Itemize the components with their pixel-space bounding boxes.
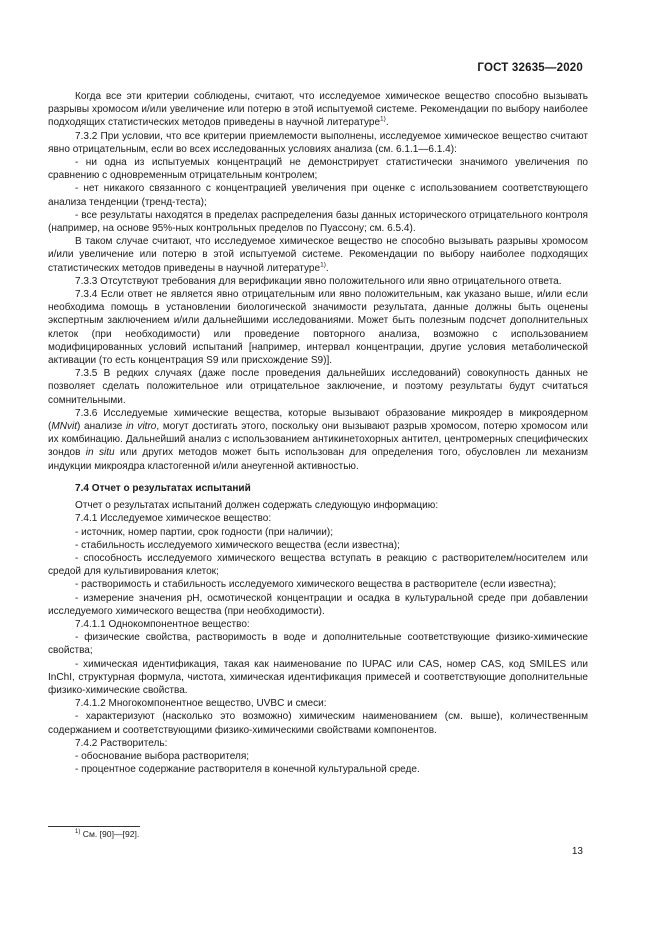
list-item: - нет никакого связанного с концентрацией увеличения при оценке с использованием соответствующего анализа тенденции (тренд-теста); bbox=[48, 183, 588, 208]
paragraph: 7.3.4 Если ответ не является явно отрицательным или явно положительным, как указано выше, и/или если необходима помощь в установлении биологической значимости результата, данные должны быть оценены экспертным заключением и/или дальнейшими исследованиями. Может быть полезным подсчет дополнительных клеток (при необходимости) или проведение повторного анализа, возможно с использованием модифицированных условий испытаний [например, интервал концентрации, другие условия метаболической активации (то есть концентрация S9 или присхождение S9)]. bbox=[48, 289, 588, 367]
paragraph: 7.3.6 Исследуемые химические вещества, которые вызывают образование микроядер в микроядерном (MNvit) анализе in vitro, могут достигать этого, поскольку они вызывают разрыв хромосом, потерю хромосом или их комбинацию. Дальнейший анализ с использованием антикинетохорных антител, центромерных специфических зондов in situ или других методов может быть использован для определения того, обусловлен ли механизм индукции микроядра кластогенной и/или анеугенной активностью. bbox=[48, 407, 588, 472]
paragraph: 7.3.2 При условии, что все критерии приемлемости выполнены, исследуемое химическое вещество считают явно отрицательным, если во всех исследованных условиях анализа (см. 6.1.1—6.1.4): bbox=[48, 130, 588, 155]
list-item: - физические свойства, растворимость в воде и дополнительные соответствующие физико-химические свойства; bbox=[48, 632, 588, 657]
list-item: - все результаты находятся в пределах распределения базы данных исторического отрицательного контроля (например, на основе 95%-ных контрольных пределов по Пуассону; см. 6.5.4). bbox=[48, 209, 588, 235]
list-item: - стабильность исследуемого химического вещества (если известна); bbox=[75, 539, 400, 551]
paragraph: 7.3.3 Отсутствуют требования для верификации явно положительного или явно отрицательного ответа. bbox=[75, 275, 562, 287]
list-item: - ни одна из испытуемых концентраций не демонстрирует статистически значимого увеличения по сравнению с одновременным отрицательным контролем; bbox=[48, 157, 588, 182]
paragraph: 7.4.2 Растворитель: bbox=[75, 737, 168, 749]
document-body bbox=[48, 90, 588, 776]
paragraph: В таком случае считают, что исследуемое химическое вещество не способно вызывать разрывы хромосом и/или увеличение или потерю в этой испытуемой системе. Рекомендации по выбору наиболее подходящих статистических методов приведены в научной литературе$^{1)}$. bbox=[48, 236, 588, 274]
list-item: - источник, номер партии, срок годности (при наличии); bbox=[75, 526, 334, 538]
section-title: 7.4 Отчет о результатах испытаний bbox=[75, 482, 251, 494]
paragraph: 7.4.1 Исследуемое химическое вещество: bbox=[75, 513, 272, 525]
document-header: ГОСТ 32635—2020 bbox=[477, 62, 583, 74]
paragraph: Когда все эти критерии соблюдены, считают, что исследуемое химическое вещество способно вызывать разрывы хромосом и/или увеличение или потерю в этой испытуемой системе. Рекомендации по выбору наиболее подходящих статистических методов приведены в научной литературе$^{1)}$. bbox=[48, 91, 588, 129]
list-item: - характеризуют (насколько это возможно) химическим наименованием (см. выше), количественным содержанием и соответствующими физико-химическими свойствами компонентов. bbox=[48, 711, 588, 736]
list-item: - химическая идентификация, такая как наименование по IUPAC или CAS, номер CAS, код SMILES или InChI, структурная формула, чистота, химическая идентификация примесей и соответствующие дополнительные физико-химические свойства. bbox=[48, 658, 588, 696]
footnote-ref: 1) bbox=[380, 116, 386, 124]
list-item: - растворимость и стабильность исследуемого химического вещества в растворителе (если известна); bbox=[75, 579, 557, 591]
paragraph: 7.3.5 В редких случаях (даже после проведения дальнейших исследований) совокупность данных не позволяет сделать положительное или отрицательное заключение, и поэтому результаты будут считаться сомнительными. bbox=[48, 368, 588, 406]
footnote-ref: 1) bbox=[320, 261, 326, 269]
footnote bbox=[75, 829, 139, 840]
paragraph: 7.4.1.2 Многокомпонентное вещество, UVBC и смеси: bbox=[75, 698, 327, 710]
page-number: 13 bbox=[571, 846, 583, 857]
list-item: - процентное содержание растворителя в конечной культуральной среде. bbox=[75, 764, 420, 776]
footnote-text: См. [90]—[92]. bbox=[82, 829, 140, 839]
footnote-divider bbox=[48, 826, 140, 827]
list-item: - обоснование выбора растворителя; bbox=[75, 750, 250, 762]
footnote-mark: 1) bbox=[75, 829, 81, 836]
list-item: - измерение значения pH, осмотической концентрации и осадка в культуральной среде при добавлении исследуемого химического вещества (при необходимости). bbox=[48, 592, 588, 617]
paragraph: 7.4.1.1 Однокомпонентное вещество: bbox=[75, 618, 250, 630]
list-item: - способность исследуемого химического вещества вступать в реакцию с растворителем/носителем или средой для культивирования клеток; bbox=[48, 552, 588, 578]
paragraph: Отчет о результатах испытаний должен содержать следующую информацию: bbox=[75, 500, 439, 512]
